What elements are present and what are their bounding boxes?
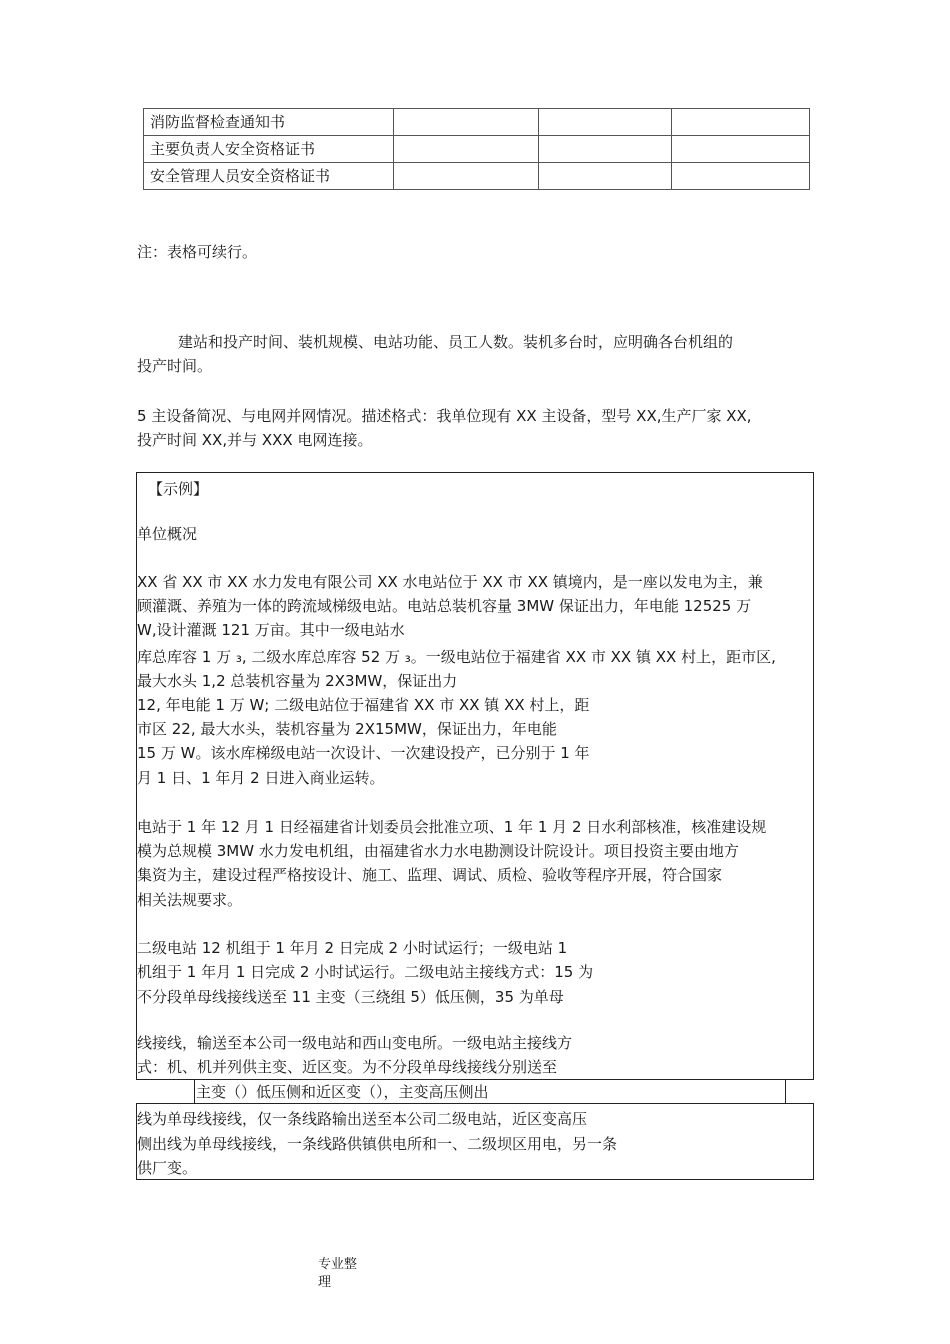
paragraph-line: 相关法规要求。 — [137, 891, 243, 909]
checklist-table — [143, 108, 810, 190]
table-note: 注：表格可续行。 — [137, 243, 258, 261]
section-title: 单位概况 — [137, 525, 198, 543]
row-label: 消防监督检查通知书 — [144, 109, 394, 136]
paragraph-line: 不分段单母线接线送至 11 主变（三绕组 5）低压侧，35 为单母 — [137, 988, 564, 1006]
footer-line: 理 — [318, 1275, 332, 1290]
paragraph-line: 式：机、机并列供主变、近区变。为不分段单母线接线分别送至 — [137, 1058, 558, 1076]
paragraph-line: 机组于 1 年月 1 日完成 2 小时试运行。二级电站主接线方式：15 为 — [137, 963, 594, 981]
divider — [813, 918, 814, 936]
row-label: 安全管理人员安全资格证书 — [144, 163, 394, 190]
mid-row-text: 主变（）低压侧和近区变（），主变高压侧出 — [196, 1083, 489, 1101]
footer-line: 专业整 — [318, 1257, 358, 1272]
example-mid-row — [136, 1079, 814, 1104]
divider — [136, 918, 137, 936]
paragraph-line: 顾灌溉、养殖为一体的跨流域梯级电站。电站总装机容量 3MW 保证出力，年电能 12525 万 — [137, 597, 752, 615]
paragraph-line: 电站于 1 年 12 月 1 日经福建省计划委员会批准立项、1 年 1 月 2 日水利部核准，核准建设规 — [137, 818, 767, 836]
divider — [136, 546, 137, 564]
paragraph-line: XX 省 XX 市 XX 水力发电有限公司 XX 水电站位于 XX 市 XX 镇境内，是一座以发电为主，兼 — [137, 573, 763, 591]
table-row — [144, 136, 810, 163]
table-cell — [539, 163, 672, 190]
table-row — [144, 109, 810, 136]
table-cell — [394, 163, 539, 190]
paragraph-line: 模为总规模 3MW 水力发电机组，由福建省水力水电勘测设计院设计。项目投资主要由地方 — [137, 842, 739, 860]
divider — [813, 1010, 814, 1028]
paragraph-line: W,设计灌溉 121 万亩。其中一级电站水 — [137, 621, 405, 639]
paragraph-line: 库总库容 1 万 ₃, 二级水库总库容 52 万 ₃。一级电站位于福建省 XX 市 XX 镇 XX 村上，距市区, — [137, 648, 776, 666]
paragraph-line: 月 1 日、1 年月 2 日进入商业运转。 — [137, 769, 385, 787]
paragraph-line: 线为单母线接线，仅一条线路输出送至本公司二级电站，近区变高压 — [137, 1110, 588, 1128]
table-cell — [539, 136, 672, 163]
paragraph-line: 集资为主，建设过程严格按设计、施工、监理、调试、质检、验收等程序开展，符合国家 — [137, 866, 723, 884]
paragraph-line: 线接线，输送至本公司一级电站和西山变电所。一级电站主接线方 — [137, 1034, 573, 1052]
divider — [813, 792, 814, 810]
divider — [136, 792, 137, 810]
table-row — [144, 163, 810, 190]
paragraph-line: 投产时间 XX,并与 XXX 电网连接。 — [137, 431, 373, 449]
paragraph-line: 侧出线为单母线接线，一条线路供镇供电所和一、二级坝区用电，另一条 — [137, 1135, 618, 1153]
table-cell — [539, 109, 672, 136]
paragraph-line: 5 主设备简况、与电网并网情况。描述格式：我单位现有 XX 主设备，型号 XX,生产厂家 XX, — [137, 407, 752, 425]
paragraph-line: 15 万 W。该水库梯级电站一次设计、一次建设投产，已分别于 1 年 — [137, 744, 590, 762]
paragraph-line: 最大水头 1,2 总装机容量为 2X3MW，保证出力 — [137, 672, 458, 690]
table-cell — [672, 163, 810, 190]
paragraph-line: 供厂变。 — [137, 1159, 198, 1177]
divider — [813, 500, 814, 518]
page-footer — [318, 1256, 357, 1292]
paragraph-line: 建站和投产时间、装机规模、电站功能、员工人数。装机多台时，应明确各台机组的 — [178, 333, 734, 351]
paragraph-line: 二级电站 12 机组于 1 年月 2 日完成 2 小时试运行；一级电站 1 — [137, 939, 568, 957]
divider — [136, 1010, 137, 1028]
paragraph-line: 投产时间。 — [137, 357, 213, 375]
table-cell — [394, 136, 539, 163]
divider — [136, 500, 137, 518]
row-label: 主要负责人安全资格证书 — [144, 136, 394, 163]
table-cell — [672, 136, 810, 163]
table-cell — [672, 109, 810, 136]
example-header: 【示例】 — [148, 480, 209, 498]
paragraph-line: 市区 22, 最大水头，装机容量为 2X15MW，保证出力，年电能 — [137, 720, 557, 738]
table-cell — [394, 109, 539, 136]
divider — [813, 546, 814, 564]
paragraph-line: 12, 年电能 1 万 W; 二级电站位于福建省 XX 市 XX 镇 XX 村上，距 — [137, 696, 590, 714]
